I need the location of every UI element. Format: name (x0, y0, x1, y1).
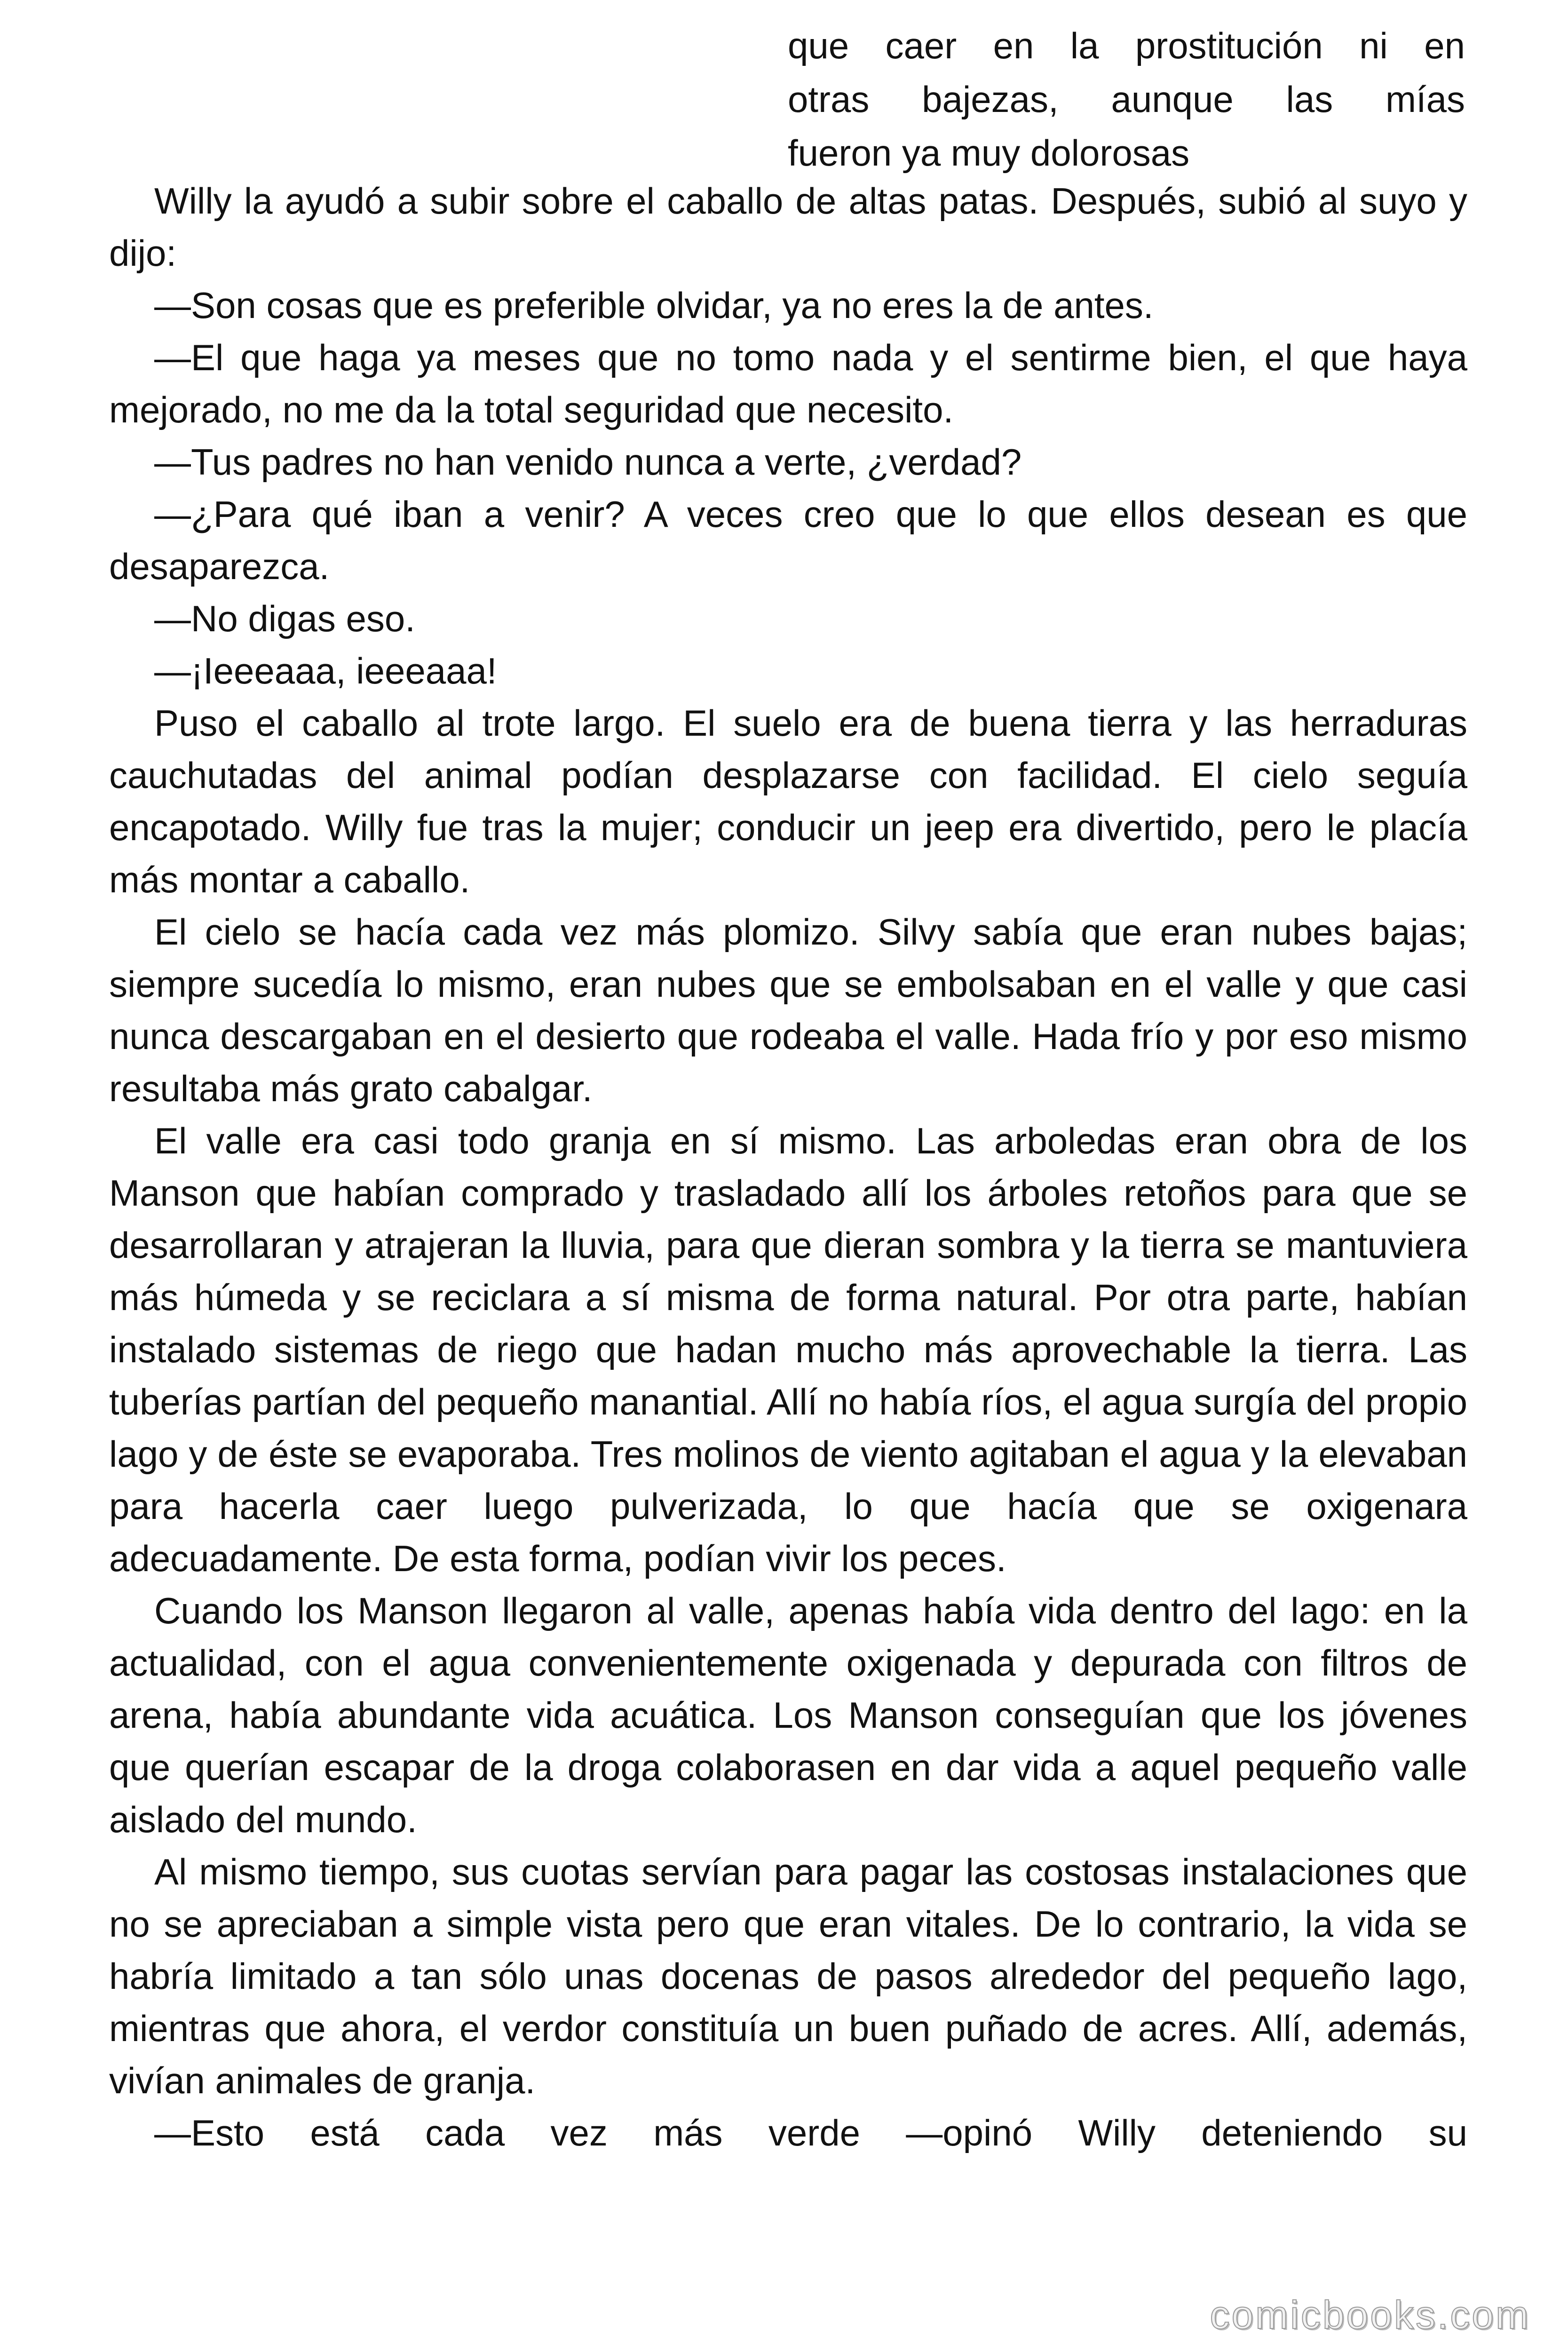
paragraph: El cielo se hacía cada vez más plomizo. Silvy sabía que eran nubes bajas; siempre sucedía lo mismo, eran nubes que se embolsaban en el valle y que casi nunca descargaban en el desierto que rodeaba el valle. Hada frío y por eso mismo resultaba más grato cabalgar. (109, 911, 1467, 1109)
paragraph: —¿Para qué iban a venir? A veces creo que lo que ellos desean es que desaparezca. (109, 493, 1467, 587)
paragraph: El valle era casi todo granja en sí mismo. Las arboledas eran obra de los Manson que habían comprado y trasladado allí los árboles retoños para que se desarrollaran y atrajeran la lluvia, para que dieran sombra y la tierra se mantuviera más húmeda y se reciclara a sí misma de forma natural. Por otra parte, habían instalado sistemas de riego que hadan mucho más aprovechable la tierra. Las tuberías partían del pequeño manantial. Allí no había ríos, el agua surgía del propio lago y de éste se evaporaba. Tres molinos de viento agitaban el agua y la elevaban para hacerla caer luego pulverizada, lo que hacía que se oxigenara adecuadamente. De esta forma, podían vivir los peces. (109, 1120, 1467, 1579)
paragraph: Al mismo tiempo, sus cuotas servían para pagar las costosas instalaciones que no se apreciaban a simple vista pero que eran vitales. De lo contrario, la vida se habría limitado a tan sólo unas docenas de pasos alrededor del pequeño lago, mientras que ahora, el verdor constituía un buen puñado de acres. Allí, además, vivían animales de granja. (109, 1851, 1467, 2101)
paragraph: —Esto está cada vez más verde —opinó Willy deteniendo su (154, 2112, 1467, 2153)
paragraph: —Son cosas que es preferible olvidar, ya no eres la de antes. (154, 285, 1154, 326)
paragraph: Cuando los Manson llegaron al valle, apenas había vida dentro del lago: en la actualidad, con el agua convenientemente oxigenada y depurada con filtros de arena, había abundante vida acuática. Los Manson conseguían que los jóvenes que querían escapar de la droga colaborasen en dar vida a aquel pequeño valle aislado del mundo. (109, 1590, 1467, 1840)
paragraph: —¡Ieeeaaa, ieeeaaa! (154, 650, 497, 691)
body-text (109, 175, 1467, 2159)
epigraph-line: que caer en la prostitución ni en (788, 25, 1465, 66)
paragraph: —No digas eso. (154, 598, 415, 639)
epigraph-block (788, 19, 1465, 180)
paragraph: —Tus padres no han venido nunca a verte, ¿verdad? (154, 441, 1022, 483)
watermark: comicbooks.com (1210, 2293, 1530, 2337)
epigraph-line: otras bajezas, aunque las mías (788, 79, 1465, 120)
paragraph: Willy la ayudó a subir sobre el caballo de altas patas. Después, subió al suyo y dijo: (109, 180, 1467, 274)
epigraph-line: fueron ya muy dolorosas (788, 132, 1190, 174)
paragraph: Puso el caballo al trote largo. El suelo era de buena tierra y las herraduras cauchutadas del animal podían desplazarse con facilidad. El cielo seguía encapotado. Willy fue tras la mujer; conducir un jeep era divertido, pero le placía más montar a caballo. (109, 702, 1467, 900)
paragraph: —El que haga ya meses que no tomo nada y el sentirme bien, el que haya mejorado, no me da la total seguridad que necesito. (109, 337, 1467, 430)
